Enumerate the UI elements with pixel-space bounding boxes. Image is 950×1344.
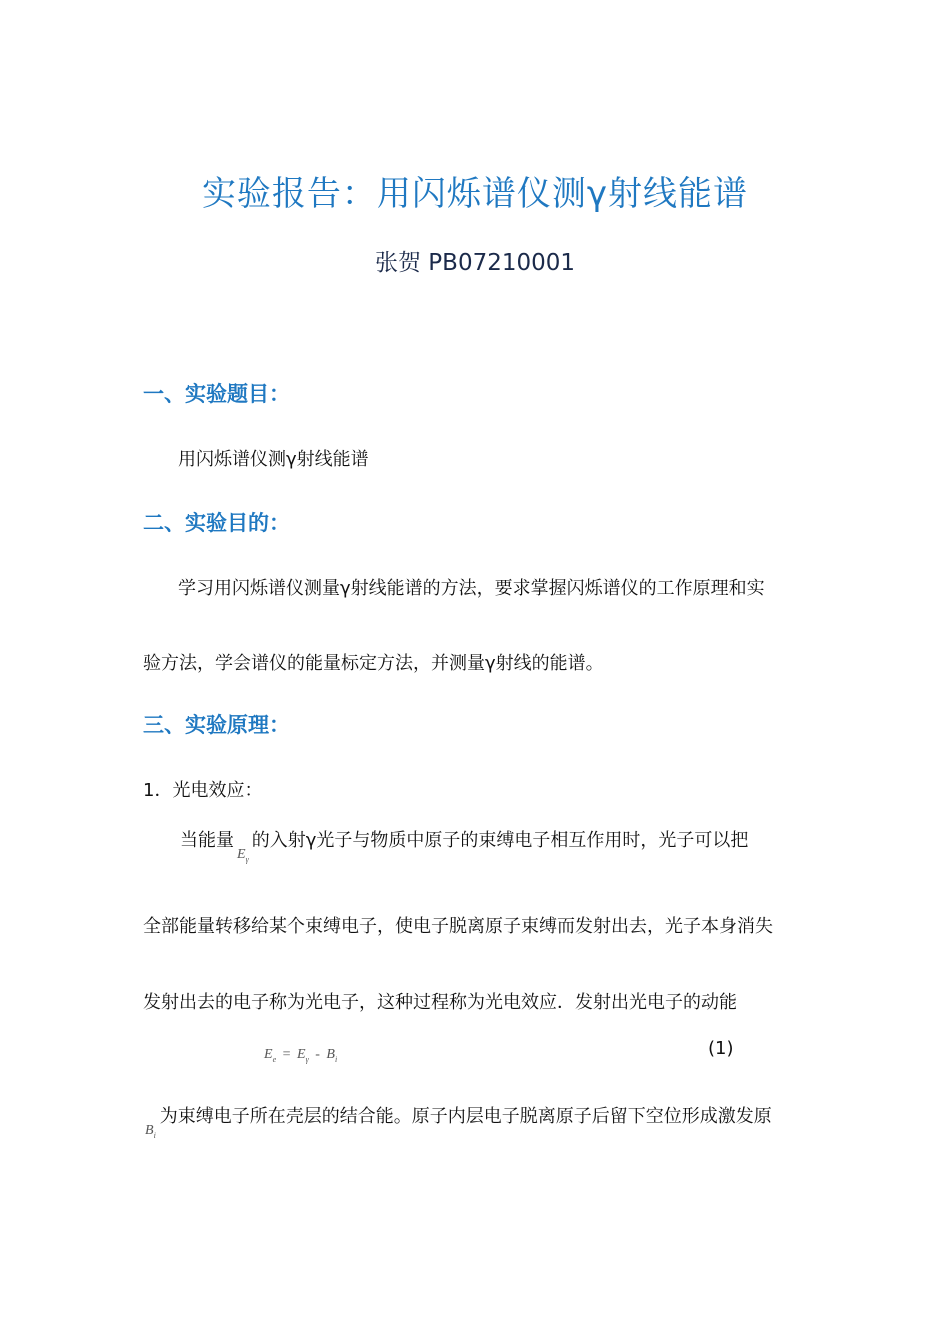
paragraph-line-2: 全部能量转移给某个束缚电子，使电子脱离原子束缚而发射出去，光子本身消失: [143, 916, 773, 937]
text-fragment: 为束缚电子所在壳层的结合能。原子内层电子脱离原子后留下空位形成激发原: [159, 1106, 772, 1127]
section-2-line-1: 学习用闪烁谱仪测量γ射线能谱的方法，要求掌握闪烁谱仪的工作原理和实: [178, 578, 765, 599]
text-fragment: 的入射γ光子与物质中原子的束缚电子相互作用时，光子可以把: [251, 830, 749, 851]
paragraph-line-4: [145, 1102, 772, 1140]
binding-energy-symbol-b-i: $B_i$: [145, 1123, 156, 1140]
equation-1: $E_e = E_\gamma - B_i$: [264, 1047, 338, 1064]
paragraph-line-1: [180, 826, 748, 864]
section-1-text: 用闪烁谱仪测γ射线能谱: [178, 449, 369, 470]
energy-symbol-e-gamma: $E_\gamma$: [237, 847, 249, 864]
equation-number: (1): [708, 1038, 734, 1059]
section-heading-2: 二、实验目的：: [143, 511, 290, 535]
subsection-photoelectric: 1．光电效应：: [143, 780, 263, 801]
section-heading-1: 一、实验题目：: [143, 382, 290, 406]
paragraph-line-3: 发射出去的电子称为光电子，这种过程称为光电效应．发射出光电子的动能: [143, 992, 737, 1013]
author-line: 张贺 PB07210001: [374, 250, 576, 276]
section-2-line-2: 验方法，学会谱仪的能量标定方法，并测量γ射线的能谱。: [143, 653, 604, 674]
text-fragment: 当能量: [180, 830, 234, 851]
section-heading-3: 三、实验原理：: [143, 713, 290, 737]
document-title: 实验报告：用闪烁谱仪测γ射线能谱: [201, 174, 749, 214]
